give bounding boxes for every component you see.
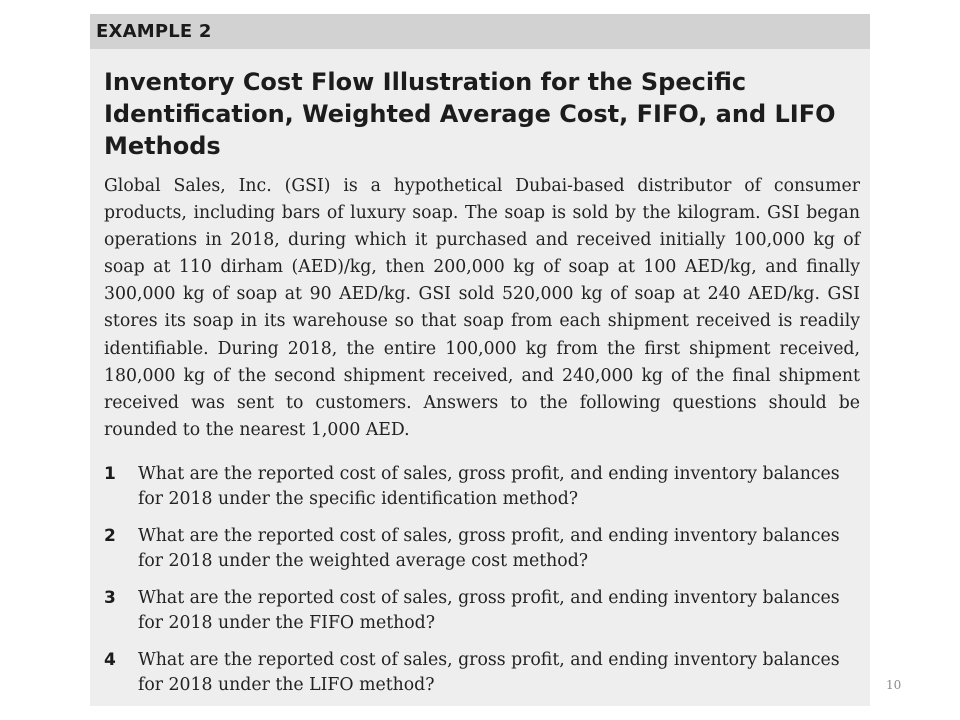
page-number: 10 [886,678,902,692]
question-text: What are the reported cost of sales, gross profit, and ending inventory balances for 2018 under the FIFO method? [138,588,840,633]
question-number: 1 [104,464,116,484]
question-text: What are the reported cost of sales, gross profit, and ending inventory balances for 2018 under the LIFO method? [138,650,840,695]
question-number: 3 [104,588,116,608]
question-number: 4 [104,650,116,670]
question-item [104,462,860,512]
example-title: Inventory Cost Flow Illustration for the Specific Identification, Weighted Average Cost, FIFO, and LIFO Methods [104,68,836,160]
question-text: What are the reported cost of sales, gross profit, and ending inventory balances for 2018 under the specific identification method? [138,464,840,509]
example-panel [90,14,870,706]
problem-paragraph: Global Sales, Inc. (GSI) is a hypothetical Dubai-based distributor of consumer products, including bars of luxury soap. The soap is sold by the kilogram. GSI began operations in 2018, during which it purchased and received initially 100,000 kg of soap at 110 dirham (AED)/kg, then 200,000 kg of soap at 100 AED/kg, and finally 300,000 kg of soap at 90 AED/kg. GSI sold 520,000 kg of soap at 240 AED/kg. GSI stores its soap in its warehouse so that soap from each shipment received is readily identifiable. During 2018, the entire 100,000 kg from the first shipment received, 180,000 kg of the second shipment received, and 240,000 kg of the final shipment received was sent to customers. Answers to the following questions should be rounded to the nearest 1,000 AED. [104,176,860,440]
question-item [104,586,860,636]
question-text: What are the reported cost of sales, gross profit, and ending inventory balances for 2018 under the weighted average cost method? [138,526,840,571]
question-list [104,462,860,710]
example-header: EXAMPLE 2 [90,14,870,49]
question-number: 2 [104,526,116,546]
question-item [104,524,860,574]
question-item [104,648,860,698]
